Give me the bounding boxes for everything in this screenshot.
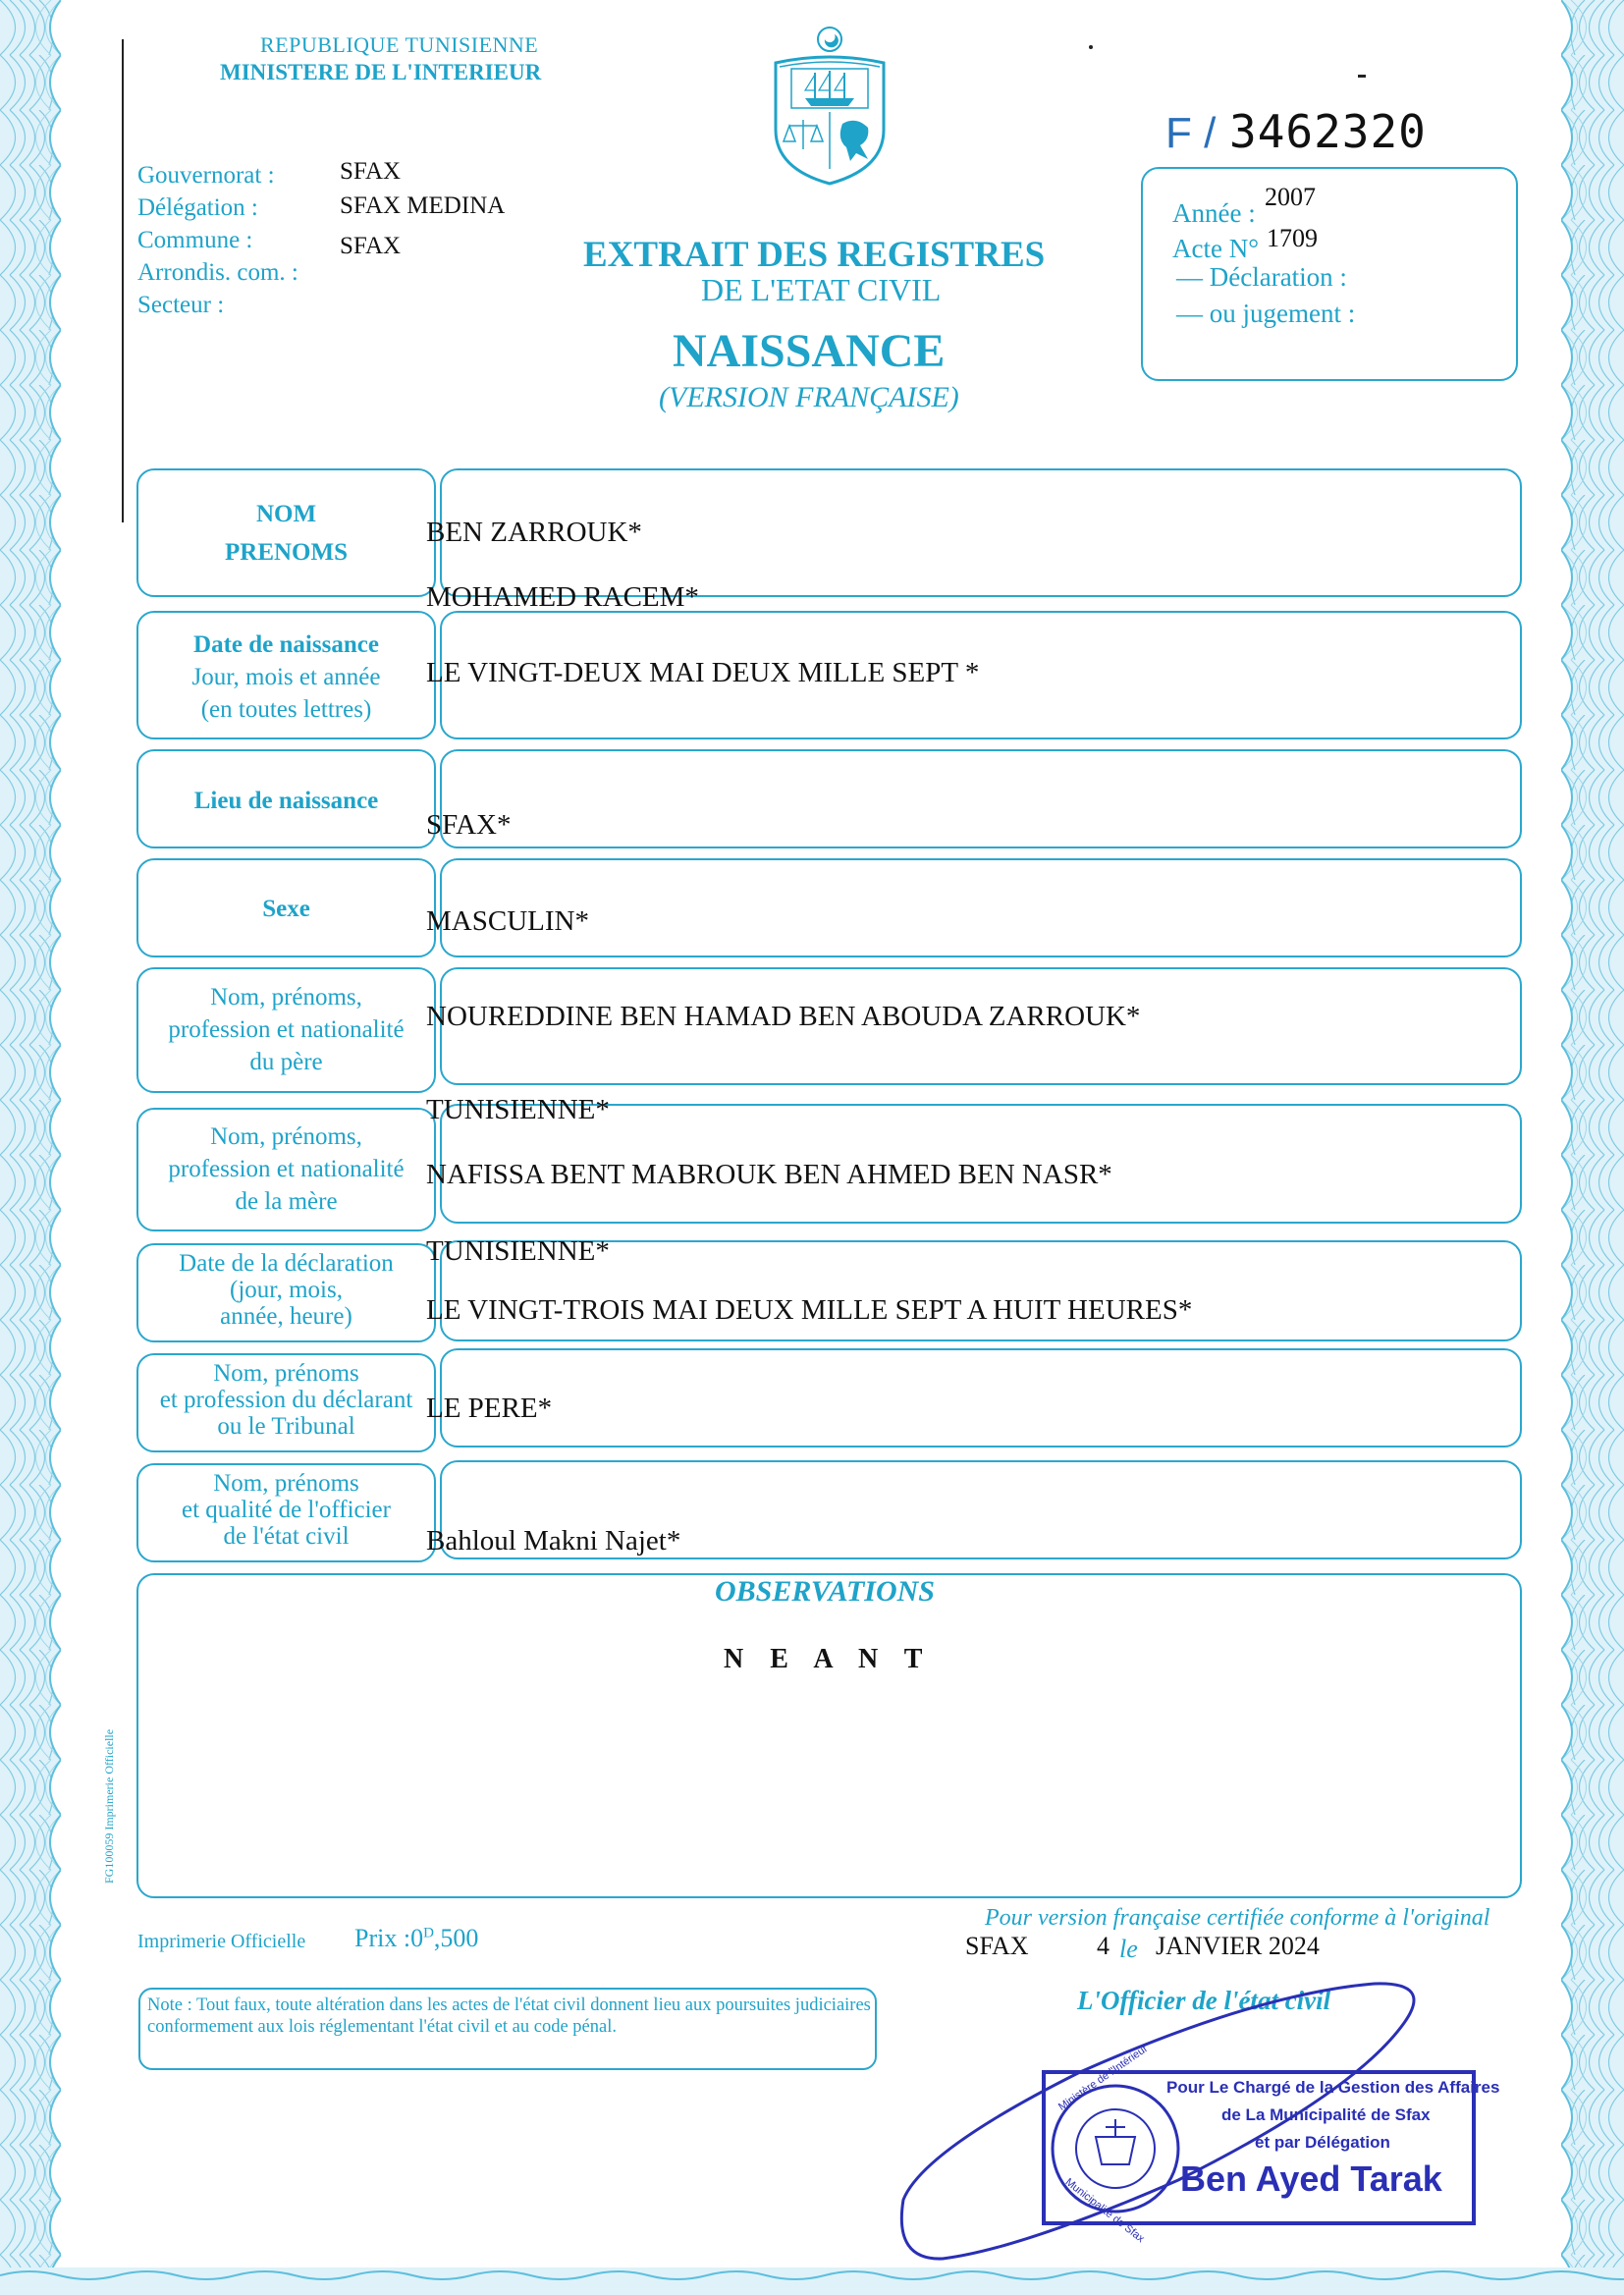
mere-label: Nom, prénoms, profession et nationalité de la mère	[168, 1123, 405, 1215]
footer-place: SFAX	[965, 1932, 1029, 1960]
delegation-value: SFAX MEDINA	[340, 192, 506, 219]
stray-mark	[1358, 75, 1366, 78]
stamp-name: Ben Ayed Tarak	[1180, 2158, 1442, 2199]
declaration-date-value: LE VINGT-TROIS MAI DEUX MILLE SEPT A HUIT HEURES*	[426, 1294, 1193, 1326]
title-etat-civil: DE L'ETAT CIVIL	[701, 272, 942, 307]
stamp-line-1: Pour Le Chargé de la Gestion des Affaires	[1166, 2078, 1500, 2097]
officier-value: Bahloul Makni Najet*	[426, 1525, 681, 1557]
left-vertical-rule	[122, 39, 124, 522]
sexe-value: MASCULIN*	[426, 905, 589, 937]
right-guilloche-border	[1561, 0, 1624, 2295]
prenoms-value: MOHAMED RACEM*	[426, 581, 699, 613]
legal-note-text: Note : Tout faux, toute altération dans les actes de l'état civil donnent lieu aux poursuites judiciaires conformement aux lois réglementant l'état civil et au code pénal.	[147, 1995, 871, 2037]
footer-date: JANVIER 2024	[1156, 1932, 1320, 1960]
title-version: (VERSION FRANÇAISE)	[659, 381, 959, 413]
secteur-label: Secteur :	[137, 292, 225, 318]
acte-number-value: 1709	[1267, 224, 1318, 252]
officer-title: L'Officier de l'état civil	[1077, 1986, 1331, 2015]
pere-label: Nom, prénoms, profession et nationalité du père	[168, 984, 405, 1075]
nom-value: BEN ZARROUK*	[426, 517, 642, 548]
delegation-label: Délégation :	[137, 194, 258, 221]
pere-value: NOUREDDINE BEN HAMAD BEN ABOUDA ZARROUK*	[426, 1001, 1141, 1032]
jugement-label: — ou jugement :	[1176, 299, 1356, 328]
republic-heading: REPUBLIQUE TUNISIENNE	[260, 32, 539, 57]
date-naissance-value: LE VINGT-DEUX MAI DEUX MILLE SEPT *	[426, 657, 980, 688]
printer-side-code: FG100059 Imprimerie Officielle	[102, 1728, 116, 1884]
sexe-label: Sexe	[262, 896, 310, 922]
commune-value: SFAX	[340, 233, 402, 259]
stamp-line-3: et par Délégation	[1255, 2133, 1390, 2152]
lieu-naissance-label: Lieu de naissance	[193, 788, 379, 814]
row-box-nom-left	[136, 468, 436, 597]
left-guilloche-border	[0, 0, 61, 2295]
title-naissance: NAISSANCE	[673, 325, 946, 377]
prix-value: Prix $:0^D,500$	[354, 1924, 479, 1952]
gouvernorat-label: Gouvernorat :	[137, 162, 275, 189]
observations-value: N E A N T	[724, 1644, 933, 1674]
tunisia-coat-of-arms-icon	[766, 22, 893, 187]
mere-value: NAFISSA BENT MABROUK BEN AHMED BEN NASR*	[426, 1159, 1112, 1190]
row-box-sexe-right	[440, 858, 1522, 957]
declarant-value: LE PERE*	[426, 1393, 553, 1424]
serial-prefix: F /	[1165, 109, 1217, 157]
imprimerie-label: Imprimerie Officielle	[137, 1931, 306, 1952]
stamp-line-2: de La Municipalité de Sfax	[1221, 2105, 1431, 2124]
annee-value: 2007	[1265, 183, 1316, 211]
stray-mark	[1089, 45, 1093, 49]
declaration-date-label: Date de la déclaration (jour, mois, année, heure)	[179, 1250, 394, 1330]
ministry-heading: MINISTERE DE L'INTERIEUR	[220, 60, 542, 84]
officier-label: Nom, prénoms et qualité de l'officier de l'état civil	[182, 1470, 391, 1550]
prenoms-label: PRENOMS	[225, 539, 348, 566]
pere-nationalite-value: TUNISIENNE*	[426, 1094, 610, 1125]
observations-title: OBSERVATIONS	[715, 1575, 935, 1608]
certified-text: Pour version française certifiée conforme à l'original	[985, 1905, 1490, 1931]
acte-number-label: Acte N°	[1172, 234, 1260, 263]
commune-label: Commune :	[137, 227, 253, 253]
stamp-round-bottom: Municipalité de Sfax	[1062, 2176, 1147, 2246]
serial-number: 3462320	[1229, 105, 1427, 158]
footer-le: le	[1119, 1935, 1138, 1963]
declarant-label: Nom, prénoms et profession du déclarant ou le Tribunal	[159, 1360, 413, 1440]
date-naissance-label: Date de naissance Jour, mois et année (en toutes lettres)	[191, 631, 381, 723]
observations-box	[136, 1573, 1522, 1898]
annee-label: Année :	[1172, 198, 1256, 228]
stamp-round-top: Ministère de l'Intérieur	[1056, 2043, 1151, 2113]
row-box-declarant-right	[440, 1348, 1522, 1448]
declaration-label: — Déclaration :	[1176, 262, 1347, 292]
gouvernorat-value: SFAX	[340, 158, 402, 185]
footer-day: 4	[1097, 1932, 1110, 1960]
title-extrait: EXTRAIT DES REGISTRES	[583, 235, 1046, 275]
arrondissement-label: Arrondis. com. :	[137, 259, 298, 286]
nom-label: NOM	[255, 501, 317, 527]
row-box-lieu-right	[440, 749, 1522, 848]
mere-nationalite-value: TUNISIENNE*	[426, 1235, 610, 1267]
lieu-naissance-value: SFAX*	[426, 809, 512, 841]
